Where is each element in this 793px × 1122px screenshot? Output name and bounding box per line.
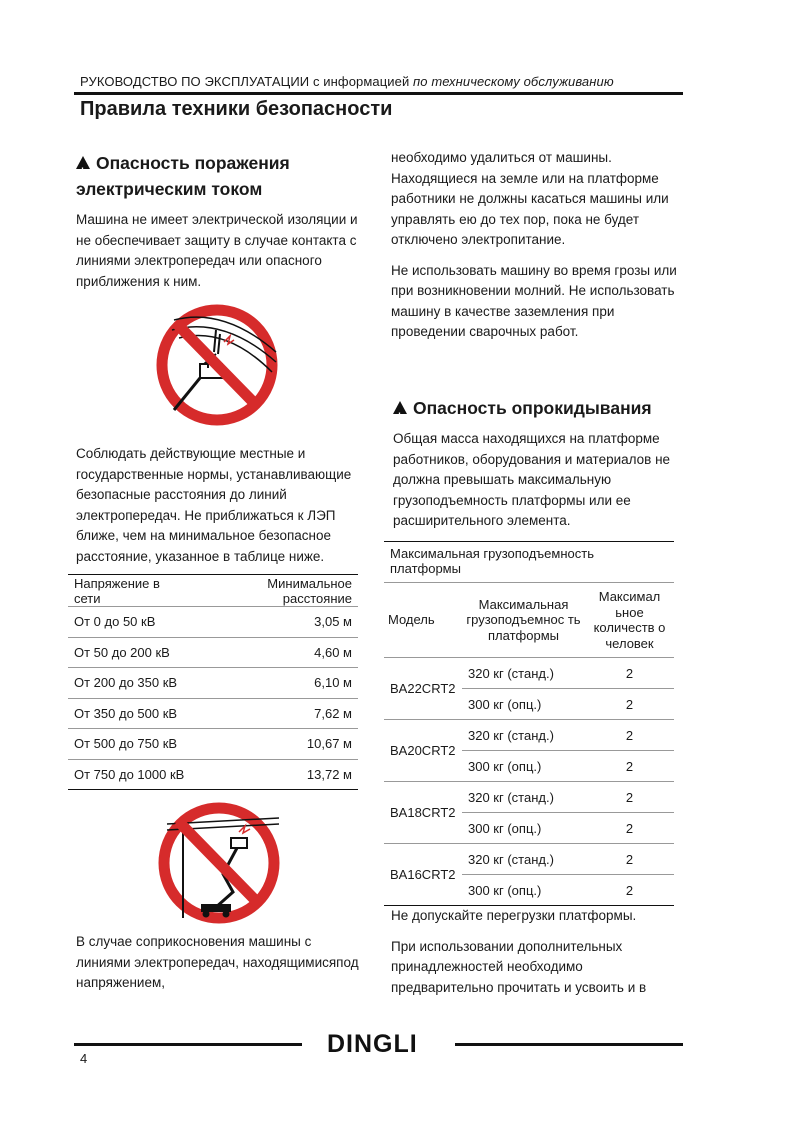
- electric-hazard-para1: Машина не имеет электрической изоляции и не обеспечивает защиту в случае контакта с линиями электропередач или опасного приближения к ним.: [76, 212, 358, 289]
- left-column-bottom: [76, 932, 368, 1004]
- persons-cell: 2: [585, 782, 674, 813]
- col-capacity-header: Максимальная грузоподъемнос ть платформы: [462, 583, 585, 658]
- persons-cell: 2: [585, 689, 674, 720]
- table-row: [68, 607, 358, 638]
- capacity-cell: 320 кг (станд.): [462, 782, 585, 813]
- manual-subtitle: по техническому обслуживанию: [413, 74, 614, 89]
- tipover-heading: [393, 395, 685, 421]
- tipover-para: Общая масса находящихся на платформе работников, оборудования и материалов не должна превышать максимальную грузоподъемность платформы или ее расширительного элемента.: [393, 431, 671, 528]
- table-row: [68, 668, 358, 699]
- tipover-section: [393, 395, 685, 542]
- model-cell: BA16CRT2: [384, 844, 462, 906]
- col-distance-header: Минимальное расстояние: [193, 575, 358, 607]
- load-capacity-table: [384, 541, 674, 906]
- persons-cell: 2: [585, 720, 674, 751]
- table-header-row: [68, 575, 358, 607]
- no-boom-near-power-lines-sign: [153, 800, 285, 926]
- page-title: Правила техники безопасности: [80, 98, 393, 120]
- right-para1: необходимо удалиться от машины. Находящиеся на земле или на платформе работники не должны касаться машины или управлять ею до тех пор, пока не будет отключено электропитание.: [391, 150, 669, 247]
- contact-para: В случае соприкосновения машины с линиями электропередач, находящимисяпод напряжением,: [76, 934, 359, 990]
- load-table-caption: Максимальная грузоподъемность платформы: [384, 541, 674, 582]
- voltage-cell: От 750 до 1000 кВ: [68, 759, 193, 790]
- model-cell: BA18CRT2: [384, 782, 462, 844]
- capacity-cell: 300 кг (опц.): [462, 875, 585, 906]
- distance-cell: 6,10 м: [193, 668, 358, 699]
- safe-distance-para: Соблюдать действующие местные и государственные нормы, устанавливающие безопасные расстояния до линий электропередач. Не приближаться к ЛЭП ближе, чем на минимальное безопасное расстояние, указанное в таблице ниже.: [76, 446, 352, 564]
- running-header: [80, 74, 680, 89]
- table-row: [384, 782, 674, 813]
- distance-cell: 7,62 м: [193, 698, 358, 729]
- voltage-cell: От 50 до 200 кВ: [68, 637, 193, 668]
- persons-cell: 2: [585, 751, 674, 782]
- distance-cell: 3,05 м: [193, 607, 358, 638]
- table-row: [384, 844, 674, 875]
- overload-para: Не допускайте перегрузки платформы.: [391, 908, 637, 923]
- table-row: [68, 729, 358, 760]
- persons-cell: 2: [585, 813, 674, 844]
- warning-triangle-icon: [76, 156, 90, 169]
- footer-rule-right: [455, 1043, 683, 1046]
- table-row: [68, 637, 358, 668]
- electric-hazard-heading-text: Опасность поражения электрическим током: [76, 153, 290, 199]
- capacity-cell: 300 кг (опц.): [462, 751, 585, 782]
- right-column: [391, 148, 683, 353]
- table-row: [384, 658, 674, 689]
- persons-cell: 2: [585, 875, 674, 906]
- capacity-cell: 320 кг (станд.): [462, 658, 585, 689]
- voltage-cell: От 500 до 750 кВ: [68, 729, 193, 760]
- distance-cell: 10,67 м: [193, 729, 358, 760]
- manual-title: РУКОВОДСТВО ПО ЭКСПЛУАТАЦИИ с информацией: [80, 74, 410, 89]
- footer-rule-left: [74, 1043, 302, 1046]
- voltage-cell: От 0 до 50 кВ: [68, 607, 193, 638]
- persons-cell: 2: [585, 844, 674, 875]
- page-number: 4: [80, 1051, 88, 1066]
- voltage-distance-table: [68, 574, 358, 790]
- distance-cell: 13,72 м: [193, 759, 358, 790]
- model-cell: BA22CRT2: [384, 658, 462, 720]
- brand-logo: DINGLI: [327, 1030, 418, 1058]
- right-para2: Не использовать машину во время грозы или при возникновении молний. Не использовать машину в качестве заземления при проведении сварочных работ.: [391, 262, 677, 339]
- table-header-row: [384, 583, 674, 658]
- capacity-cell: 320 кг (станд.): [462, 844, 585, 875]
- capacity-cell: 300 кг (опц.): [462, 813, 585, 844]
- distance-cell: 4,60 м: [193, 637, 358, 668]
- col-model-header: Модель: [384, 583, 462, 658]
- table-row: [384, 720, 674, 751]
- capacity-cell: 320 кг (станд.): [462, 720, 585, 751]
- voltage-cell: От 200 до 350 кВ: [68, 668, 193, 699]
- right-column-bottom: [391, 906, 683, 1008]
- electric-hazard-heading: [76, 150, 366, 202]
- col-persons-header: Максимал ьное количеств о человек: [585, 583, 674, 658]
- table-row: [68, 698, 358, 729]
- accessories-para: При использовании дополнительных принадлежностей необходимо предварительно прочитать и усвоить и в: [391, 938, 647, 995]
- left-column-mid: [76, 444, 368, 577]
- voltage-cell: От 350 до 500 кВ: [68, 698, 193, 729]
- tipover-heading-text: Опасность опрокидывания: [413, 398, 652, 418]
- col-voltage-header: Напряжение в сети: [68, 575, 193, 607]
- no-contact-power-lines-sign: [154, 302, 280, 428]
- persons-cell: 2: [585, 658, 674, 689]
- table-row: [68, 759, 358, 790]
- header-rule: [74, 92, 683, 95]
- model-cell: BA20CRT2: [384, 720, 462, 782]
- capacity-cell: 300 кг (опц.): [462, 689, 585, 720]
- left-column: [76, 150, 366, 302]
- warning-triangle-icon: [393, 401, 407, 414]
